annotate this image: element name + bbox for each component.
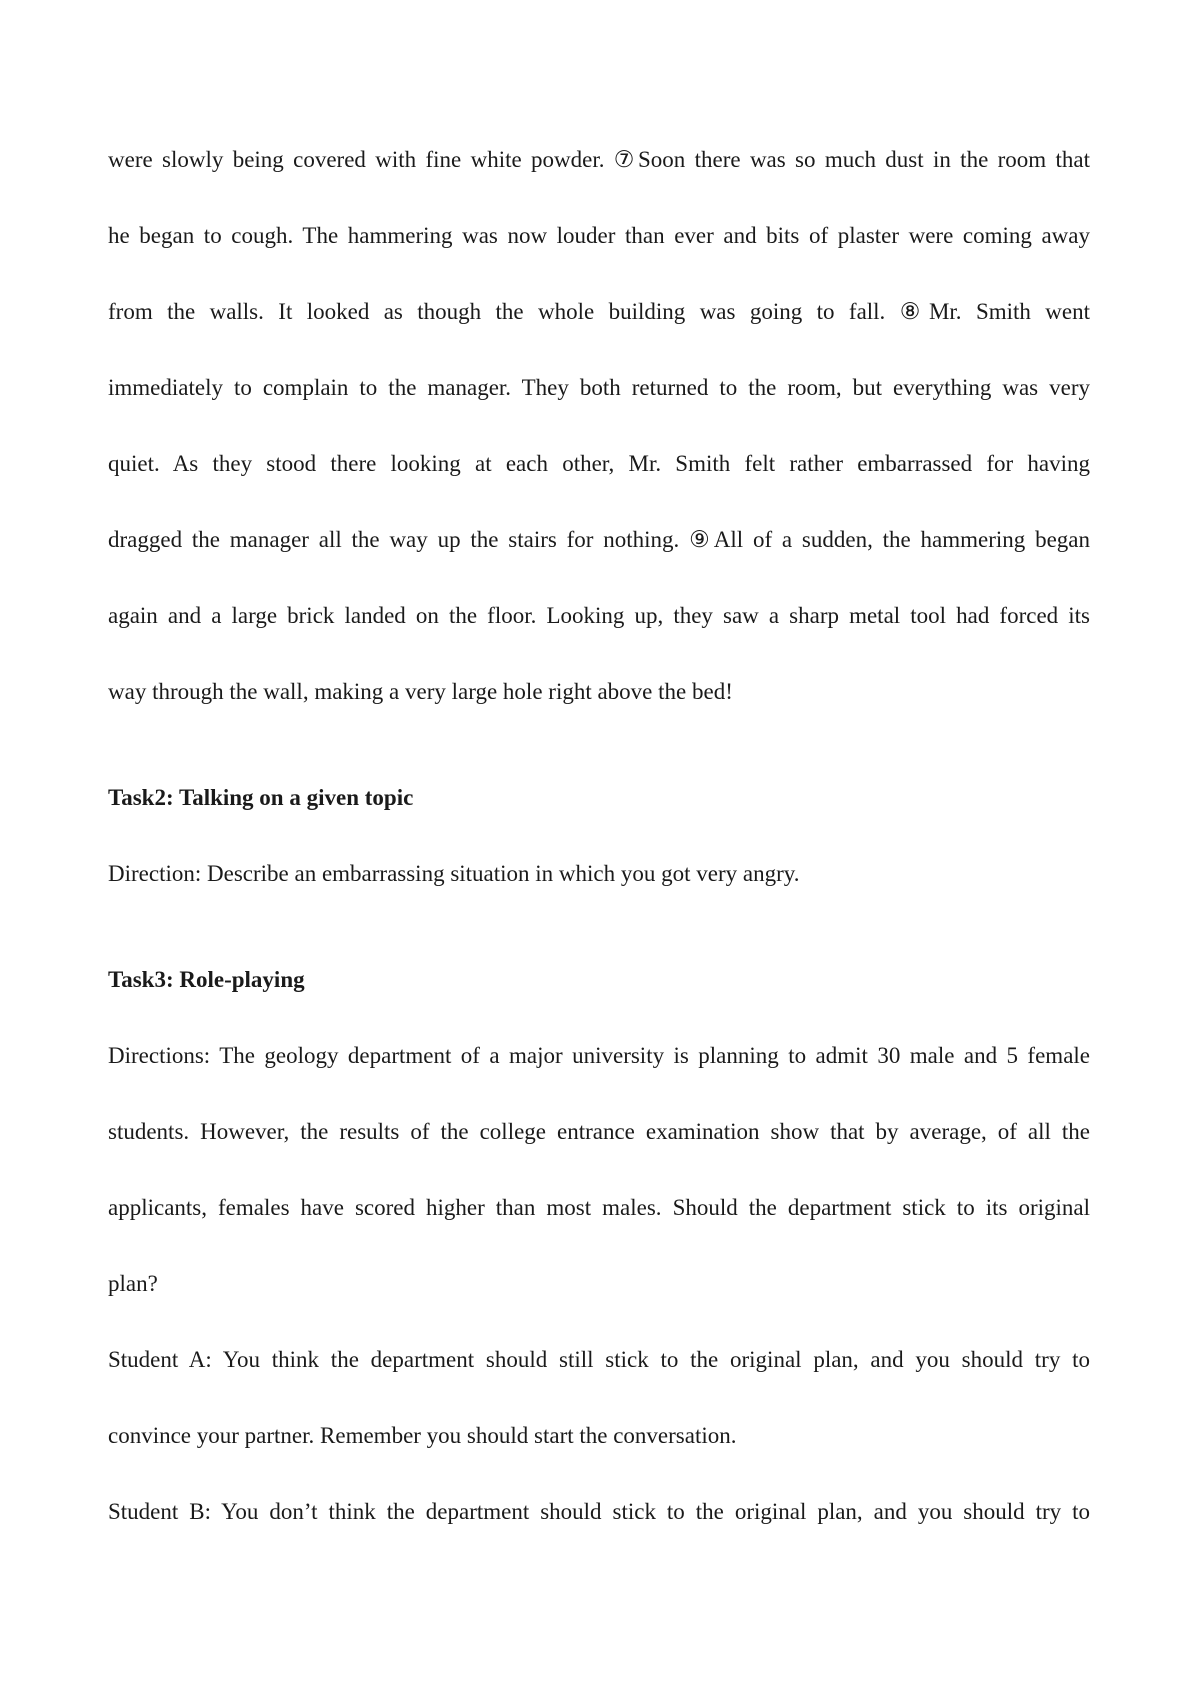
student-a-line: convince your partner. Remember you should start the conversation. xyxy=(108,1423,737,1448)
spacer xyxy=(108,935,1090,965)
story-paragraph xyxy=(108,145,1090,753)
task2-heading: Task2: Talking on a given topic xyxy=(108,785,414,810)
task3-directions xyxy=(108,1041,1090,1345)
student-b-role xyxy=(108,1497,1090,1573)
story-line: quiet. As they stood there looking at each other, Mr. Smith felt rather embarrassed for having xyxy=(108,451,1090,476)
student-a-role xyxy=(108,1345,1090,1497)
story-line: were slowly being covered with fine white powder. ⑦Soon there was so much dust in the room that xyxy=(108,147,1090,172)
task3-directions-line: plan? xyxy=(108,1271,158,1296)
story-line: way through the wall, making a very large hole right above the bed! xyxy=(108,679,733,704)
task3-heading: Task3: Role-playing xyxy=(108,967,305,992)
student-b-line: Student B: You don’t think the department should stick to the original plan, and you should try to xyxy=(108,1499,1090,1524)
story-line: again and a large brick landed on the floor. Looking up, they saw a sharp metal tool had forced its xyxy=(108,603,1090,628)
story-line: from the walls. It looked as though the whole building was going to fall. ⑧Mr. Smith went xyxy=(108,299,1090,324)
task2-section xyxy=(108,783,1090,935)
task3-directions-line: Directions: The geology department of a major university is planning to admit 30 male and 5 female xyxy=(108,1043,1090,1068)
task2-direction: Direction: Describe an embarrassing situation in which you got very angry. xyxy=(108,861,800,886)
task3-directions-line: students. However, the results of the college entrance examination show that by average, of all the xyxy=(108,1119,1090,1144)
story-line: he began to cough. The hammering was now louder than ever and bits of plaster were coming away xyxy=(108,223,1090,248)
task3-directions-line: applicants, females have scored higher than most males. Should the department stick to its original xyxy=(108,1195,1090,1220)
story-line: immediately to complain to the manager. They both returned to the room, but everything was very xyxy=(108,375,1090,400)
story-line: dragged the manager all the way up the stairs for nothing. ⑨All of a sudden, the hammering began xyxy=(108,527,1090,552)
spacer xyxy=(108,753,1090,783)
task3-section xyxy=(108,965,1090,1573)
document-page xyxy=(108,145,1090,1573)
student-a-line: Student A: You think the department should still stick to the original plan, and you should try to xyxy=(108,1347,1090,1372)
